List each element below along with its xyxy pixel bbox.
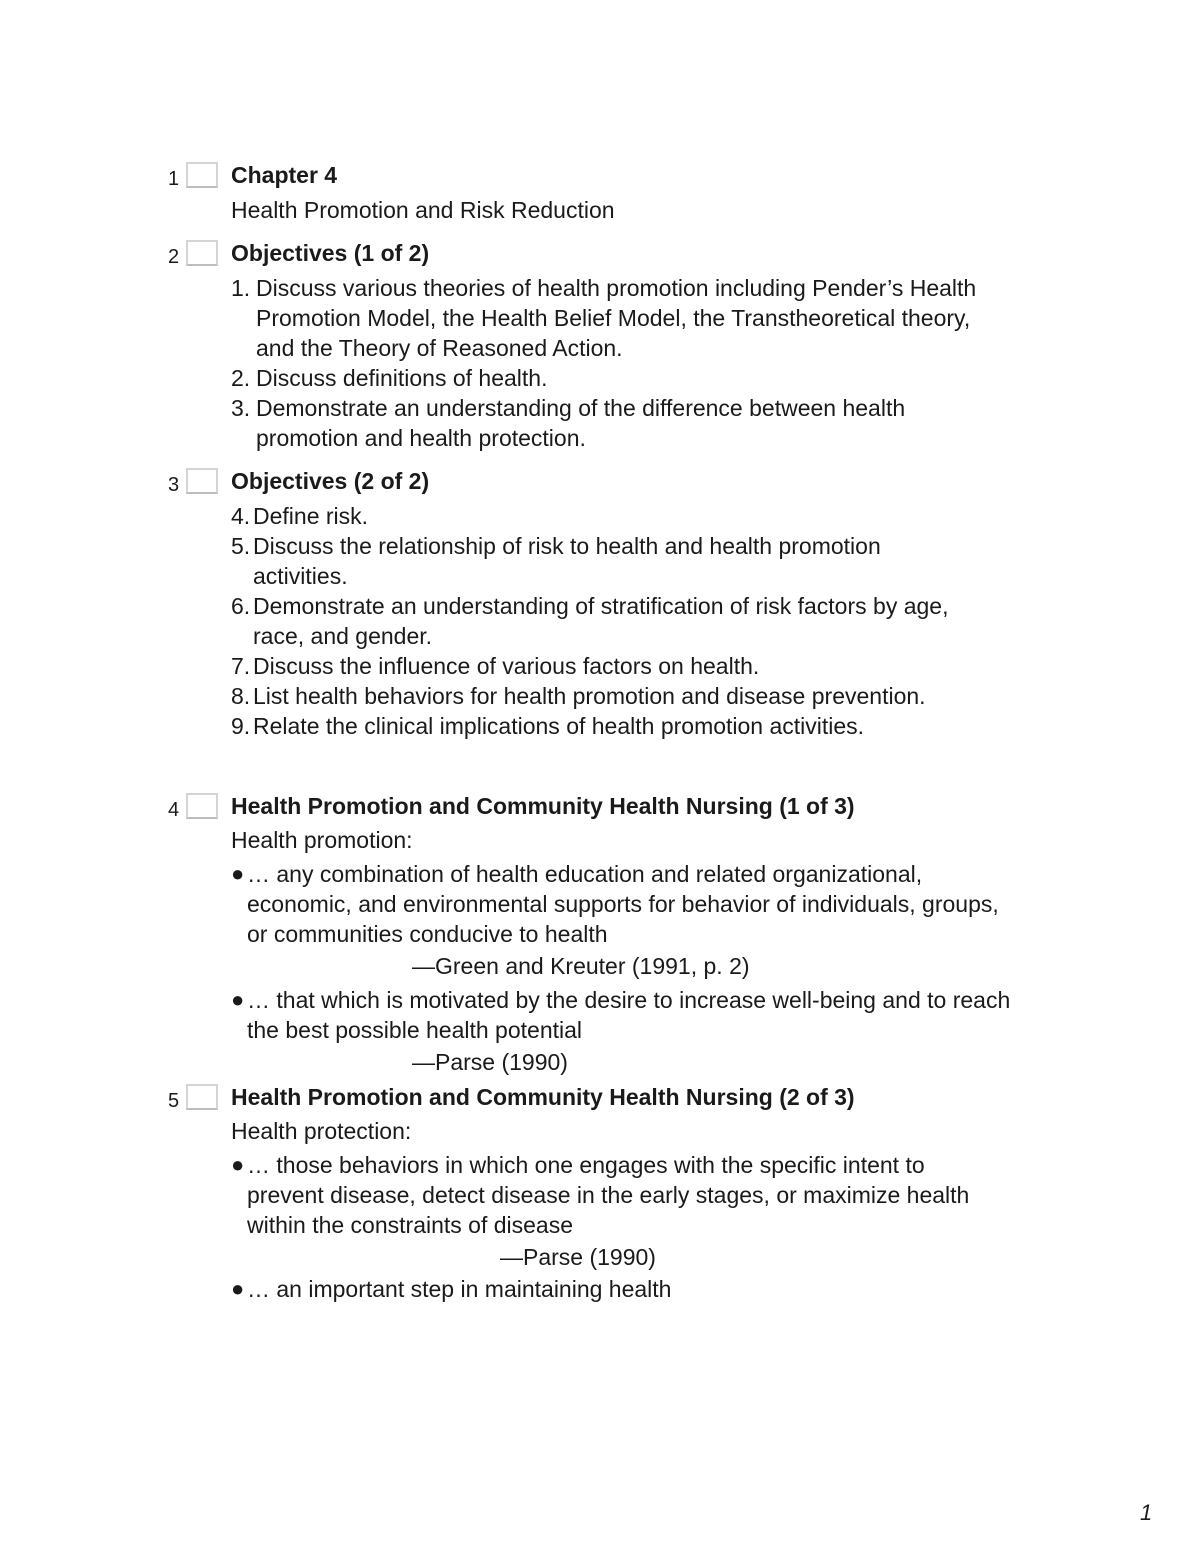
item-text: Discuss various theories of health promotion including Pender’s Health Promotion Model, the Health Belief Model, the Transtheoretical theory, and the Theory of Reasoned Action.	[256, 275, 977, 361]
list-item	[231, 273, 991, 363]
page-number: 1	[1140, 1500, 1153, 1525]
bullet-icon: ●	[231, 1276, 245, 1301]
bullet-text: … any combination of health education and related organizational, economic, and environmental supports for behavior of individuals, groups, or communities conducive to health	[247, 861, 999, 947]
slide-title: Health Promotion and Community Health Nursing (2 of 3)	[231, 1084, 855, 1110]
slide-subtitle: Health Promotion and Risk Reduction	[231, 197, 615, 223]
slide-number: 3	[168, 474, 180, 496]
slide-title: Objectives (1 of 2)	[231, 240, 430, 266]
bullet-list	[231, 859, 1031, 1077]
list-item	[231, 531, 963, 591]
list-item	[231, 393, 991, 453]
list-item	[231, 681, 1031, 711]
item-text: Demonstrate an understanding of the difference between health promotion and health protection.	[256, 395, 906, 451]
slide-title: Objectives (2 of 2)	[231, 468, 430, 494]
citation: —Parse (1990)	[500, 1244, 656, 1270]
list-item	[231, 711, 1031, 741]
list-item	[231, 651, 1031, 681]
item-text: Demonstrate an understanding of stratification of risk factors by age, race, and gender.	[253, 593, 949, 649]
item-text: List health behaviors for health promotion and disease prevention.	[253, 683, 926, 709]
item-number: 3.	[231, 395, 251, 421]
slide-subtitle: Health protection:	[231, 1118, 412, 1144]
slide-thumbnail-box	[186, 468, 218, 494]
slide-subtitle: Health promotion:	[231, 827, 413, 853]
list-item	[231, 591, 1003, 651]
slide-number: 4	[168, 799, 180, 821]
item-number: 1.	[231, 275, 251, 301]
bullet-icon: ●	[231, 861, 245, 886]
list-item	[231, 859, 1007, 981]
bullet-icon: ●	[231, 1152, 245, 1177]
slide-title: Health Promotion and Community Health Nursing (1 of 3)	[231, 793, 855, 819]
list-item	[231, 363, 1031, 393]
list-item	[231, 1150, 997, 1272]
item-text: Discuss the relationship of risk to health and health promotion activities.	[253, 533, 881, 589]
bullet-text: … those behaviors in which one engages with the specific intent to prevent disease, detect disease in the early stages, or maximize health within the constraints of disease	[247, 1152, 970, 1238]
item-number: 4.	[231, 503, 251, 529]
slide-number: 5	[168, 1090, 180, 1112]
citation: —Green and Kreuter (1991, p. 2)	[412, 953, 750, 979]
objectives-list	[231, 273, 1031, 453]
slide-thumbnail-box	[186, 240, 218, 266]
bullet-icon: ●	[231, 987, 245, 1012]
citation: —Parse (1990)	[412, 1049, 568, 1075]
item-number: 8.	[231, 683, 251, 709]
slide-thumbnail-box	[186, 162, 218, 188]
item-text: Discuss the influence of various factors on health.	[253, 653, 760, 679]
slide-thumbnail-box	[186, 1084, 218, 1110]
list-item	[231, 501, 1031, 531]
item-number: 9.	[231, 713, 251, 739]
item-text: Define risk.	[253, 503, 369, 529]
bullet-text: … an important step in maintaining health	[247, 1276, 672, 1302]
slide-thumbnail-box	[186, 793, 218, 819]
slide-number: 1	[168, 168, 180, 190]
item-number: 7.	[231, 653, 251, 679]
item-number: 2.	[231, 365, 251, 391]
list-item	[231, 985, 1037, 1077]
item-number: 6.	[231, 593, 251, 619]
list-item	[231, 1274, 1031, 1304]
bullet-text: … that which is motivated by the desire to increase well-being and to reach the best possible health potential	[247, 987, 1011, 1043]
item-text: Discuss definitions of health.	[256, 365, 548, 391]
slide-number: 2	[168, 246, 180, 268]
item-number: 5.	[231, 533, 251, 559]
objectives-list	[231, 501, 1031, 741]
item-text: Relate the clinical implications of health promotion activities.	[253, 713, 865, 739]
slide-title: Chapter 4	[231, 162, 338, 188]
bullet-list	[231, 1150, 1031, 1304]
